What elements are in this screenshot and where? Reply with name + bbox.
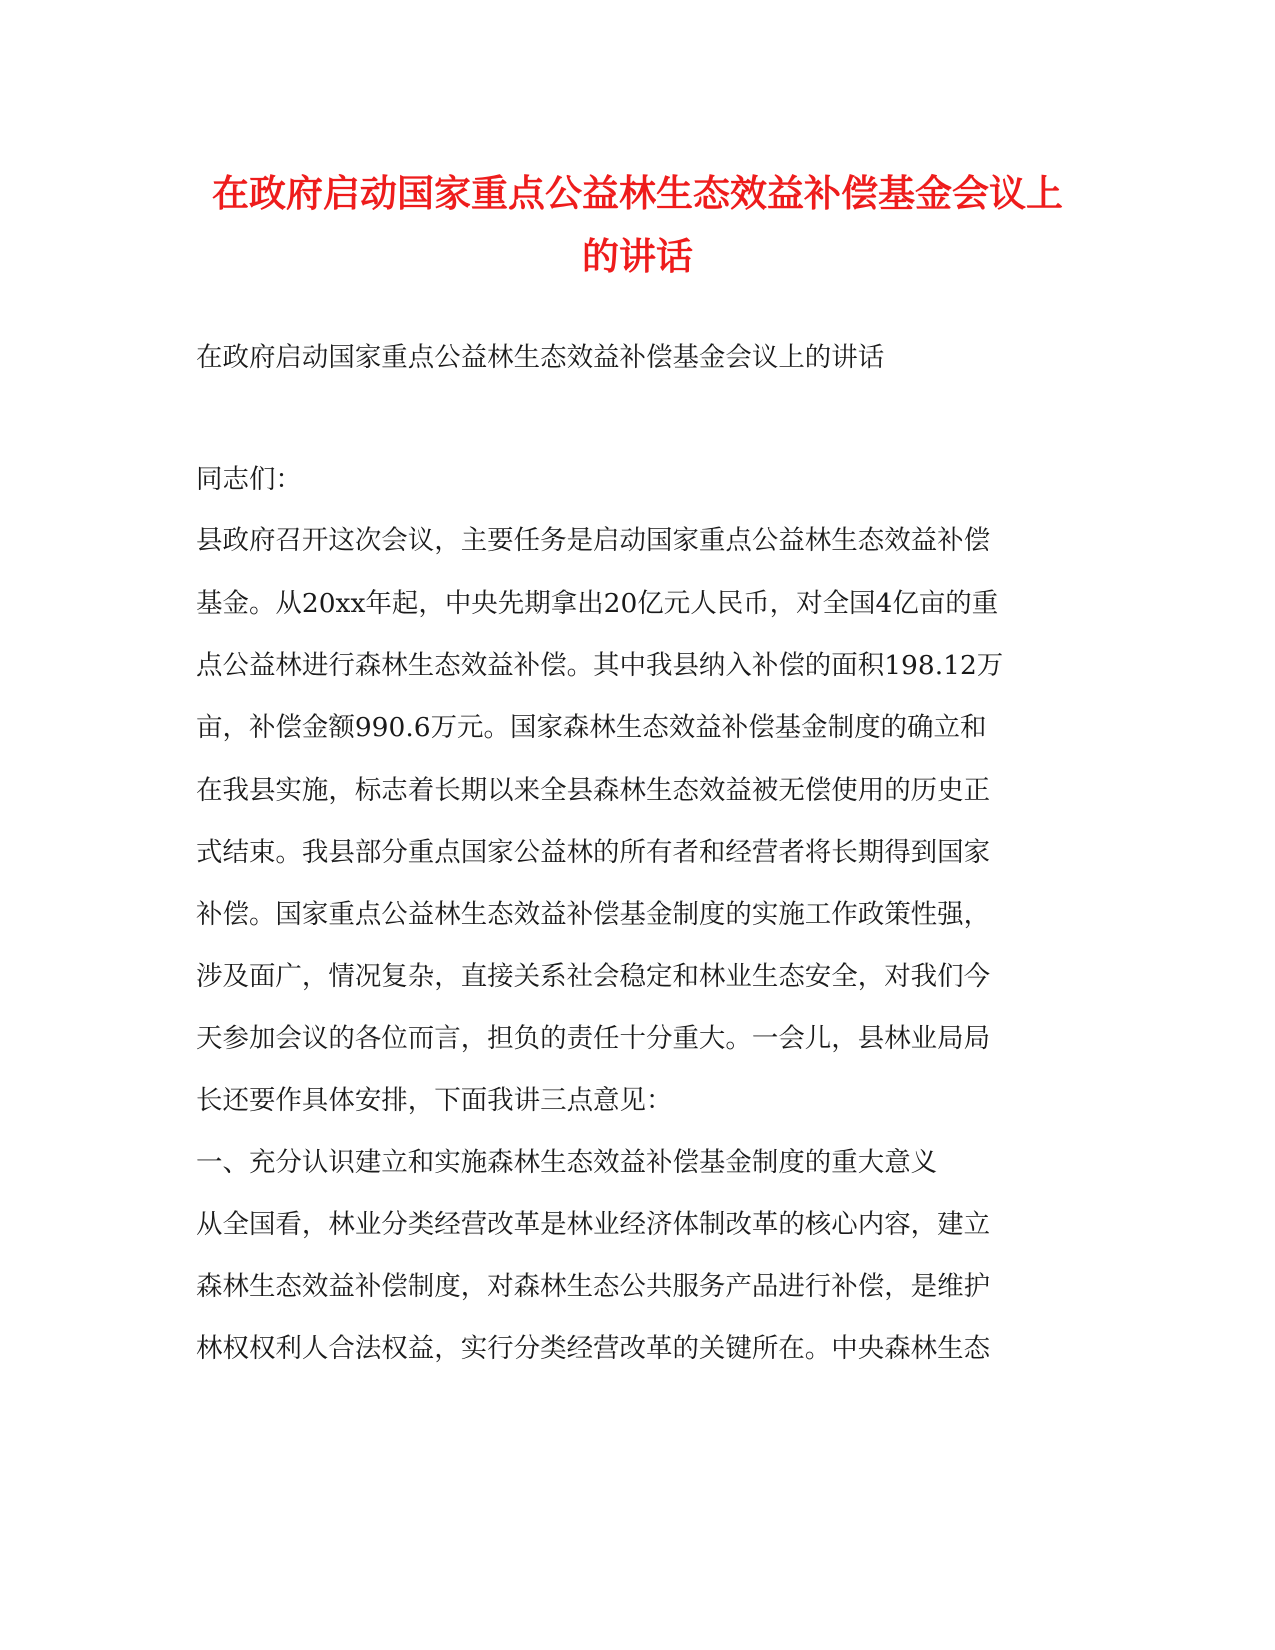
body-line: 县政府召开这次会议，主要任务是启动国家重点公益林生态效益补偿	[196, 525, 991, 556]
body-line: 在我县实施，标志着长期以来全县森林生态效益被无偿使用的历史正	[196, 775, 991, 806]
section-heading: 一、充分认识建立和实施森林生态效益补偿基金制度的重大意义	[196, 1147, 938, 1178]
title-line-1: 在政府启动国家重点公益林生态效益补偿基金会议上	[212, 171, 1063, 215]
body-line: 亩，补偿金额990.6万元。国家森林生态效益补偿基金制度的确立和	[196, 712, 987, 743]
body-line: 点公益林进行森林生态效益补偿。其中我县纳入补偿的面积198.12万	[196, 650, 1004, 681]
body-line: 长还要作具体安排，下面我讲三点意见：	[196, 1085, 673, 1116]
body-line: 涉及面广，情况复杂，直接关系社会稳定和林业生态安全，对我们今	[196, 961, 991, 992]
body-line: 森林生态效益补偿制度，对森林生态公共服务产品进行补偿，是维护	[196, 1271, 991, 1302]
title-line-2: 的讲话	[582, 234, 693, 278]
body-line: 从全国看，林业分类经营改革是林业经济体制改革的核心内容，建立	[196, 1209, 991, 1240]
body-line: 天参加会议的各位而言，担负的责任十分重大。一会儿，县林业局局	[196, 1023, 991, 1054]
body-line: 林权权利人合法权益，实行分类经营改革的关键所在。中央森林生态	[196, 1333, 991, 1364]
salutation: 同志们：	[196, 464, 302, 495]
body-line: 式结束。我县部分重点国家公益林的所有者和经营者将长期得到国家	[196, 837, 991, 868]
body-line: 基金。从20xx年起，中央先期拿出20亿元人民币，对全国4亿亩的重	[196, 588, 999, 619]
document-subtitle: 在政府启动国家重点公益林生态效益补偿基金会议上的讲话	[196, 342, 885, 373]
document-title	[150, 162, 1125, 288]
body-line: 补偿。国家重点公益林生态效益补偿基金制度的实施工作政策性强，	[196, 899, 991, 930]
